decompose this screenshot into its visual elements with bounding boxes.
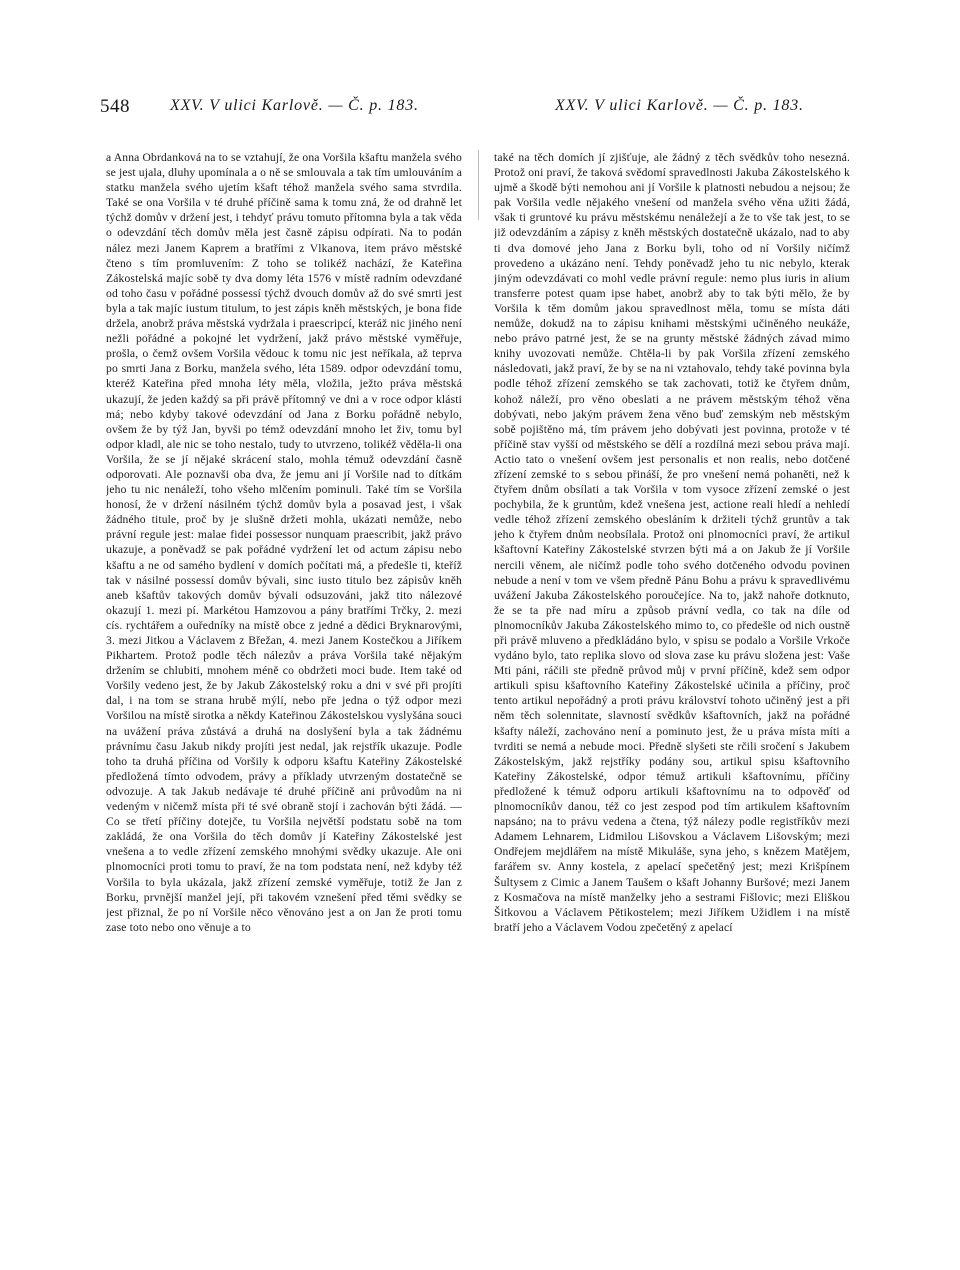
column-left-text: a Anna Obrdanková na to se vztahují, že ona Voršila kšaftu manžela svého se jest ujala, dluhy upomínala a o ně se smlouvala a tak tím umlouváním a statku manžela svého ujetím kšaft téhož manžela svého sama stvrdila. Také se ona Voršila v té druhé příčině sama k tomu zná, že od drahně let týchž domův v držení jest, i tehdyť právu tomuto přítomna byla a tak věda o odevzdání těch domův měla jest časně zápisu odpírati. Na to podán nález mezi Janem Kaprem a bratřími z Vlkanova, item právo městské čteno s tím promluvením: Z toho se tolikéž nachází, že Kateřina Zákostelská majíc sobě ty dva domy léta 1576 v místě radním odevzdané od toho času v pořádné possessí týchž dvouch domův až do své smrti jest byla a tak majíc iustum titulum, to jest zápis kněh městských, je bona fide držela, anobrž práva městská vydržala i praescripcí, kteráž nic jiného není nežli pořádné a pokojné let vydržení, jakž právo městské vyměřuje, prošla, o čemž ovšem Voršila vědouc k tomu nic jest neříkala, až teprva po smrti Jana z Borku, manžela svého, léta 1589. odpor odevzdání tomu, kteréž Kateřina před mnoha léty měla, vložila, ježto práva městská ukazují, že jeden každý sa při právě přítomný ve dni a v roce odpor klásti má; nebo kdyby takové odevzdání od Jana z Borku pořádně nebylo, ovšem že by týž Jan, byvši po témž odevzdání mnoho let živ, tomu byl odpor kladl, ale nic se toho nestalo, tudy to utvrzeno, tolikéž věděla-li ona Voršila, že se jí nějaké skrácení stalo, mohla témuž odevzdání časně odporovati. Ale poznavši oba dva, že jemu ani jí Voršile nad to dítkám jeho tu nic nenáleží, toho všeho mlčením pominuli. Také tím se Voršila honosí, že v držení násilném týchž domův byla a posavad jest, i však žádného titule, proč by je slušně držeti mohla, ukázati nemůže, nebo právní regule jest: malae fidei possessor nunquam praescribit, jakž právo ukazuje, a poněvadž se pak pořádné vydržení let od actum zápisu nebo kšaftu a ne od samého bydlení v domích počítati má, a předešle ti, kteříž tak v násilné possessí domův bývali, sinc iusto titulo bez zápisův kněh aneb kšaftův takových domův bývali odsuzováni, jakž tito nálezové okazují 1. mezi pí. Markétou Hamzovou a pány bratřími Trčky, 2. mezi cís. rychtářem a ouředníky na místě obce z jedné a dědici Bryknarovými, 3. mezi Jitkou a Václavem z Břežan, 4. mezi Janem Kostečkou a Jiříkem Pikhartem. Protož podle těch nálezův a práva Voršila také nějakým držením se chlubiti, mnohem méně co obdržeti moci bude. Item také od Voršily vedeno jest, že by Jakub Zákostelský roku a dni v své při projíti dal, i na tom se strana hrubě mýlí, nebo pře jedna o týž odpor mezi Voršilou na místě sirotka a někdy Kateřinou Zákostelskou vyslyšána souci na uvážení práva zůstává a druhá na doslyšení byla a tak žádnému právnímu času Jakub nikdy projíti jest nedal, jak rejstřík ukazuje. Podle toho ta druhá příčina od Voršily k odporu kšaftu Kateřiny Zákostelské předložená tímto odvodem, právy a příklady utvrzeným dostatečně se odvozuje. A tak Jakub nedávaje té druhé příčině ani průvodům na ni vedeným v ničemž místa při té své obraně stojí i zachován býti žádá. — Co se třetí příčiny dotejče, tu Voršila největší podstatu sobě na tom zakládá, že ona Voršila do těch domův jí Kateřiny Zákostelské jest vnešena a to vedle zřízení zemského mnohými svědky ukazuje. Ale oni plnomocníci proti tomu to praví, že na tom podstata není, než kdyby též Voršila to byla ukázala, jakž zřízení zemské vyměřuje, totiž že Jan z Borku, prvnější manžel její, při takovém vznešení před těmi svědky se jest přiznal, že po ní Voršile něco věnováno jest a on Jan že proti tomu zase toto nebo ono věnuje a to — [106, 151, 462, 934]
text-column-right — [494, 150, 850, 1230]
running-title-right: XXV. V ulici Karlově. — Č. p. 183. — [555, 97, 804, 114]
running-head — [100, 96, 860, 122]
running-title-left: XXV. V ulici Karlově. — Č. p. 183. — [170, 97, 419, 114]
column-right-text: také na těch domích jí zjišťuje, ale žádný z těch svědkův toho nesezná. Protož oni praví, že taková svědomí spravedlnosti Jakuba Zákostelského k ujmě a škodě býti nemohou ani jí Voršile k platnosti nebudou a nejsou; že pak Voršila vedle nějakého vnešení od manžela svého věna užiti žádá, však ti gruntové ku právu městskému nenáležejí a že to vše tak jest, to se již odevzdáním a zápisy z kněh městských dostatečně ukázalo, nad to aby ti dva domové jeho Jana z Borku byli, toho od ní Voršily ničímž provedeno a ukázáno není. Tehdy poněvadž jeho tu nic nebylo, kterak jiným odevzdávati co mohl vedle právní regule: nemo plus iuris in alium transferre potest quam ipse habet, anobrž aby to tak býti mělo, že by Voršila k těm domům jakou spravedlnost měla, tomu se místa dáti nemůže, dokudž na to zápisu knihami městskými učiněného neukáže, nebo právo patrné jest, že se na grunty městské žádných závad mimo knihy uvozovati nemůže. Chtěla-li by pak Voršila zřízení zemského následovati, jakž praví, že by se na ni vztahovalo, tehdy také povinna byla podle téhož zřízení zemského se tak zachovati, totiž ke čtyřem dnům, kohož náleží, pro věno obeslati a ne právem městským téhož věna dobývati, nebo jakým právem žena věno buď zemským neb městským sobě pojištěno má, tím právem jeho dobývati jest povinna, protože v té příčině stav vyšší od městského se dělí a rozdílná mezi sebou práva mají. Actio tato o vnešení ovšem jest personalis et non realis, nebo dotčené zřízení zemské to s sebou přináší, že pro vnešení nemá pohaněti, než k čtyřem dnům obsílati a tak Voršila v tom vysoce zřízení zemské o jest pochybila, že k gruntům, kdež vnešena jest, actione reali hledí a nehledí vedle téhož zřízení zemského obesláním k držiteli týchž gruntův a tak jeho k čtyřem dnům neobsílala. Protož oni plnomocníci praví, že artikul kšaftovní Kateřiny Zákostelské stvrzen býti má a on Jakub že jí Voršile nercili věnem, ale ničímž podle toho svého dotčeného odvodu povinen nebude a není v tom ve všem předně Pánu Bohu a právu k spravedlivému uvážení Jakuba Zákostelského poroučejíce. Na to, jakž nahoře dotknuto, že se ta pře nad míru a způsob právní vedla, co tak na díle od plnomocníkův Jakuba Zákostelského mimo to, co předešle od nich oustně při právě mluveno a předkládáno bylo, v spisu se podalo a Voršile Vrkoče vydáno bylo, tato replika slovo od slova zase ku právu složena jest: Vaše Mti páni, ráčili ste předně průvod můj v první příčině, kdež sem odpor artikuli spisu kšaftovního Kateřiny Zákostelské učinila a příčiny, proč tento artikul nepořádný a proti právu království tohoto učiněný jest a při něm těch solennitate, slavností svědkův kšaftovních, jakž na pořádné kšafty náleží, zachováno není a pominuto jest, že u práva místa míti a tvrditi se nemá a nebude moci. Předně slyšeti ste rčili sročení s Jakubem Zákostelským, jakž rejstříky podány sou, artikul spisu kšaftovního Kateřiny Zákostelské, odpor témuž artikuli kšaftovnímu, příčiny předložené k témuž odporu artikuli kšaftovnímu na to odpověď od plnomocníkův danou, též co jest zespod pod tím artikulem kšaftovním napsáno; na to právu vedena a čtena, týž nálezy podle registříkův mezi Adamem Lehnarem, Lidmilou Lišovskou a Václavem Lišovským; mezi Ondřejem mejdlářem na místě Mikuláše, syna jeho, s knězem Matějem, farářem sv. Anny kostela, z apelací spečetěný jest; mezi Krišpínem Šultysem z Cimic a Janem Taušem o kšaft Johanny Buršové; mezi Janem z Kosmačova na místě manželky jeho a sestrami Fišlovic; mezi Eliškou Šitkovou a Václavem Pětikostelem; mezi Jiříkem Užidlem i na místě bratří jeho a Václavem Vodou zpečetěný z apelací — [494, 151, 850, 934]
column-divider — [478, 150, 479, 220]
text-column-left — [106, 150, 462, 1230]
page-number: 548 — [100, 96, 130, 117]
